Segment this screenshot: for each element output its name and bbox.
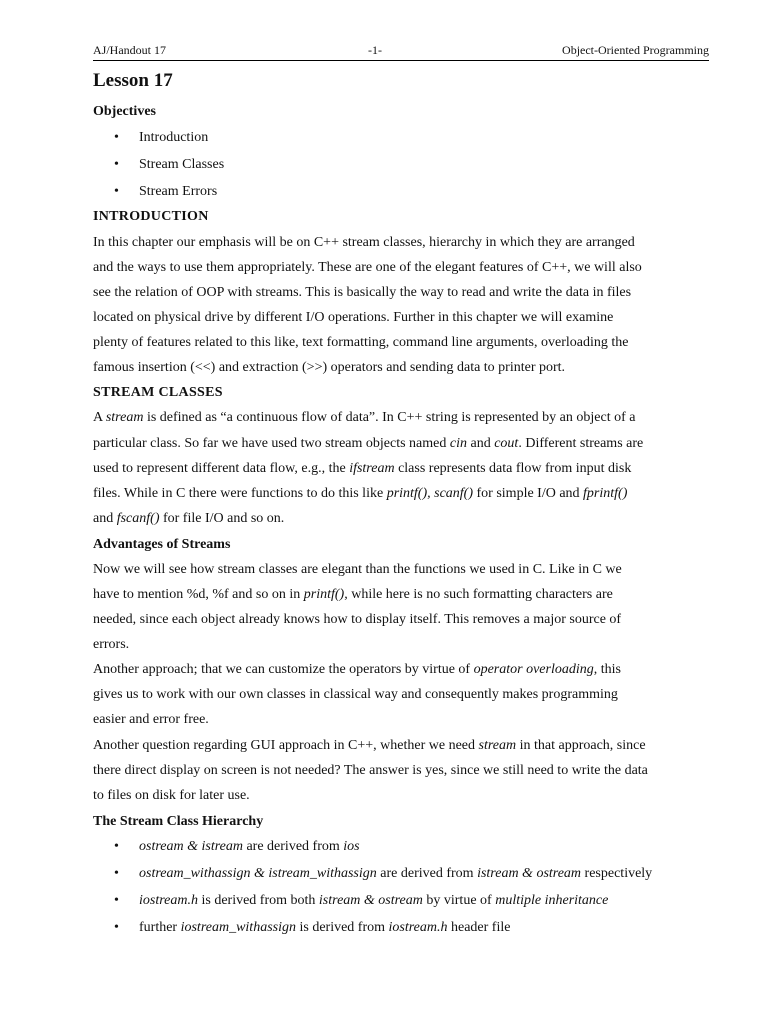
intro-line: see the relation of OOP with streams. This is basically the way to read and write the data in files (93, 285, 632, 300)
header-page-number: -1- (368, 43, 382, 57)
advantages-line: gives us to work with our own classes in classical way and consequently makes programming (93, 687, 618, 702)
bullet-icon: • (114, 184, 119, 199)
advantages-heading: Advantages of Streams (93, 537, 231, 552)
hierarchy-item: iostream.h is derived from both istream & ostream by virtue of multiple inheritance (139, 893, 609, 908)
stream-classes-line: used to represent different data flow, e.g., the ifstream class represents data flow from input disk (93, 461, 632, 476)
hierarchy-item: further iostream_withassign is derived from iostream.h header file (139, 920, 511, 935)
advantages-line: have to mention %d, %f and so on in printf(), while here is no such formatting characters are (93, 587, 613, 602)
objective-item: Introduction (139, 130, 209, 145)
advantages-line: there direct display on screen is not needed? The answer is yes, since we still need to write the data (93, 763, 648, 778)
bullet-icon: • (114, 893, 119, 908)
hierarchy-item: ostream_withassign & istream_withassign are derived from istream & ostream respectively (139, 866, 653, 881)
bullet-icon: • (114, 839, 119, 854)
stream-classes-line: and fscanf() for file I/O and so on. (93, 511, 285, 526)
header-course-title: Object-Oriented Programming (562, 43, 709, 57)
advantages-line: Now we will see how stream classes are elegant than the functions we used in C. Like in C we (93, 562, 622, 577)
bullet-icon: • (114, 866, 119, 881)
intro-line: located on physical drive by different I/O operations. Further in this chapter we will examine (93, 310, 614, 325)
objectives-heading: Objectives (93, 104, 156, 119)
objective-item: Stream Classes (139, 157, 225, 172)
advantages-line: to files on disk for later use. (93, 788, 250, 803)
intro-line: famous insertion (<<) and extraction (>>) operators and sending data to printer port. (93, 360, 566, 375)
hierarchy-item: ostream & istream are derived from ios (139, 839, 360, 854)
advantages-line: Another question regarding GUI approach in C++, whether we need stream in that approach, since (93, 738, 646, 753)
intro-line: In this chapter our emphasis will be on C++ stream classes, hierarchy in which they are arranged (93, 235, 635, 250)
stream-classes-line: particular class. So far we have used two stream objects named cin and cout. Different streams are (93, 436, 644, 451)
advantages-line: needed, since each object already knows how to display itself. This removes a major source of (93, 612, 622, 627)
objective-item: Stream Errors (139, 184, 218, 199)
stream-classes-heading: STREAM CLASSES (93, 385, 223, 400)
bullet-icon: • (114, 157, 119, 172)
hierarchy-heading: The Stream Class Hierarchy (93, 814, 264, 829)
intro-line: plenty of features related to this like, text formatting, command line arguments, overloading the (93, 335, 629, 350)
introduction-heading: INTRODUCTION (93, 209, 209, 224)
page-header (93, 42, 709, 61)
advantages-line: Another approach; that we can customize the operators by virtue of operator overloading, this (93, 662, 621, 677)
intro-line: and the ways to use them appropriately. These are one of the elegant features of C++, we will also (93, 260, 642, 275)
bullet-icon: • (114, 920, 119, 935)
lesson-title: Lesson 17 (93, 70, 173, 91)
header-handout-label: AJ/Handout 17 (93, 43, 166, 57)
advantages-line: easier and error free. (93, 712, 209, 727)
stream-classes-line: files. While in C there were functions to do this like printf(), scanf() for simple I/O and fprintf() (93, 486, 628, 501)
bullet-icon: • (114, 130, 119, 145)
stream-classes-line: A stream is defined as “a continuous flow of data”. In C++ string is represented by an object of a (93, 410, 636, 425)
advantages-line: errors. (93, 637, 130, 652)
